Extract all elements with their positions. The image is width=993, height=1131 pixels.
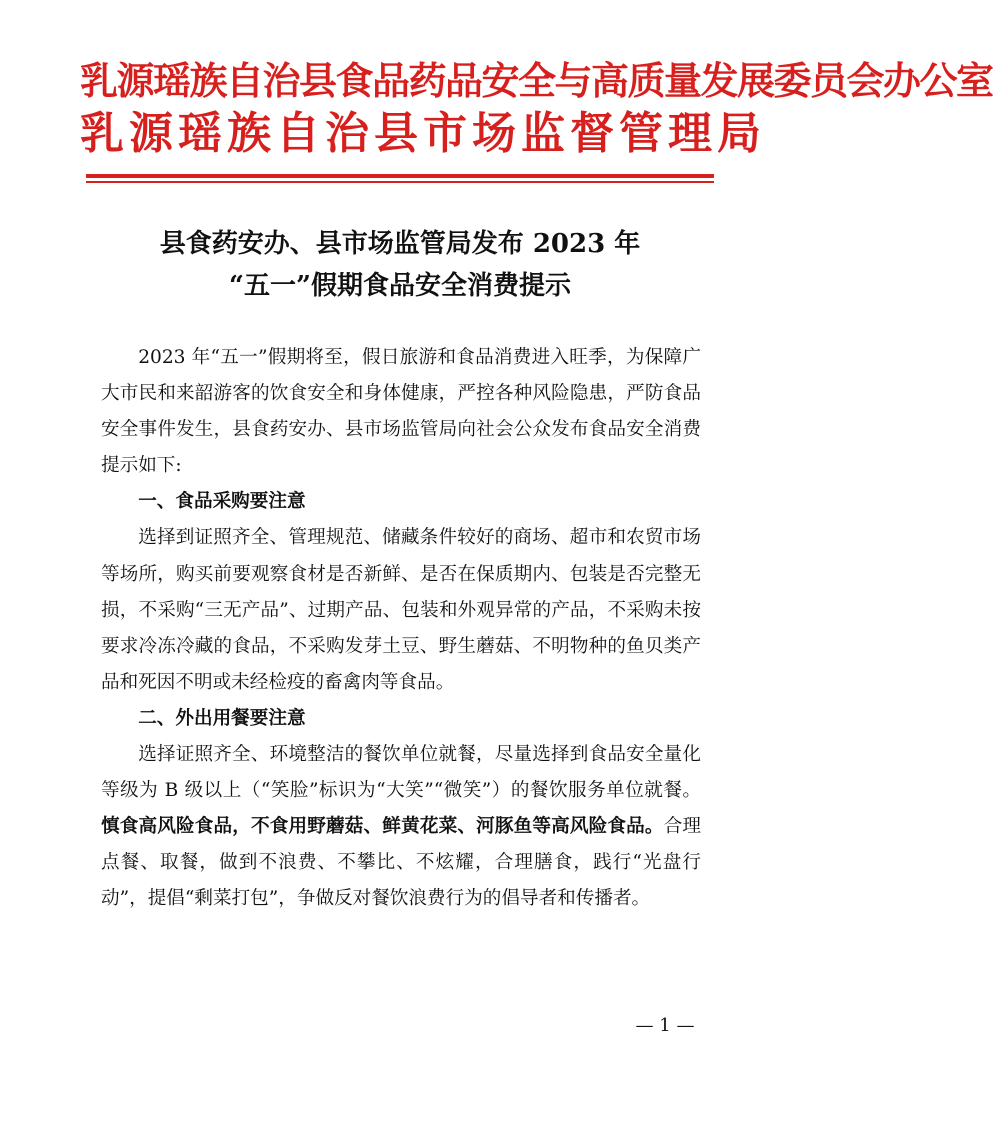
document-title-line-1: 县食药安办、县市场监管局发布 2023 年 [159,229,641,259]
letterhead-rule-thick [86,174,714,178]
page-number: — 1 — [635,1015,695,1036]
issuing-office-name: 乳源瑶族自治县食品药品安全与高质量发展委员会办公室 [80,58,993,103]
issuing-bureau-name: 乳源瑶族自治县市场监督管理局 [80,108,766,159]
dining-text-before: 选择证照齐全、环境整洁的餐饮单位就餐，尽量选择到食品安全量化等级为 B 级以上（“笑脸”标识为“大笑”“微笑”）的餐饮服务单位就餐。 [101,744,701,802]
document-body [101,340,701,918]
section-text-dining-out [101,737,701,917]
dining-text-after: 合理点餐、取餐，做到不浪费、不攀比、不炫耀，合理膳食，践行“光盘行动”，提倡“剩菜打包”，争做反对餐饮浪费行为的倡导者和传播者。 [101,816,701,910]
document-title-line-2: “五一”假期食品安全消费提示 [229,271,571,301]
letterhead-rule-thin [86,181,714,183]
section-heading-dining-out: 二、外出用餐要注意 [138,707,306,729]
section-text-food-purchase: 选择到证照齐全、管理规范、储藏条件较好的商场、超市和农贸市场等场所，购买前要观察食材是否新鲜、是否在保质期内、包装是否完整无损，不采购“三无产品”、过期产品、包装和外观异常的产品，不采购未按要求冷冻冷藏的食品，不采购发芽土豆、野生蘑菇、不明物种的鱼贝类产品和死因不明或未经检疫的畜禽肉等食品。 [101,527,701,693]
dining-text-bold-warning: 慎食高风险食品，不食用野蘑菇、鲜黄花菜、河豚鱼等高风险食品。 [101,816,664,838]
section-heading-food-purchase: 一、食品采购要注意 [138,491,306,513]
intro-paragraph: 2023 年“五一”假期将至，假日旅游和食品消费进入旺季，为保障广大市民和来韶游客的饮食安全和身体健康，严控各种风险隐患，严防食品安全事件发生，县食药安办、县市场监管局向社会公众发布食品安全消费提示如下: [101,347,701,477]
